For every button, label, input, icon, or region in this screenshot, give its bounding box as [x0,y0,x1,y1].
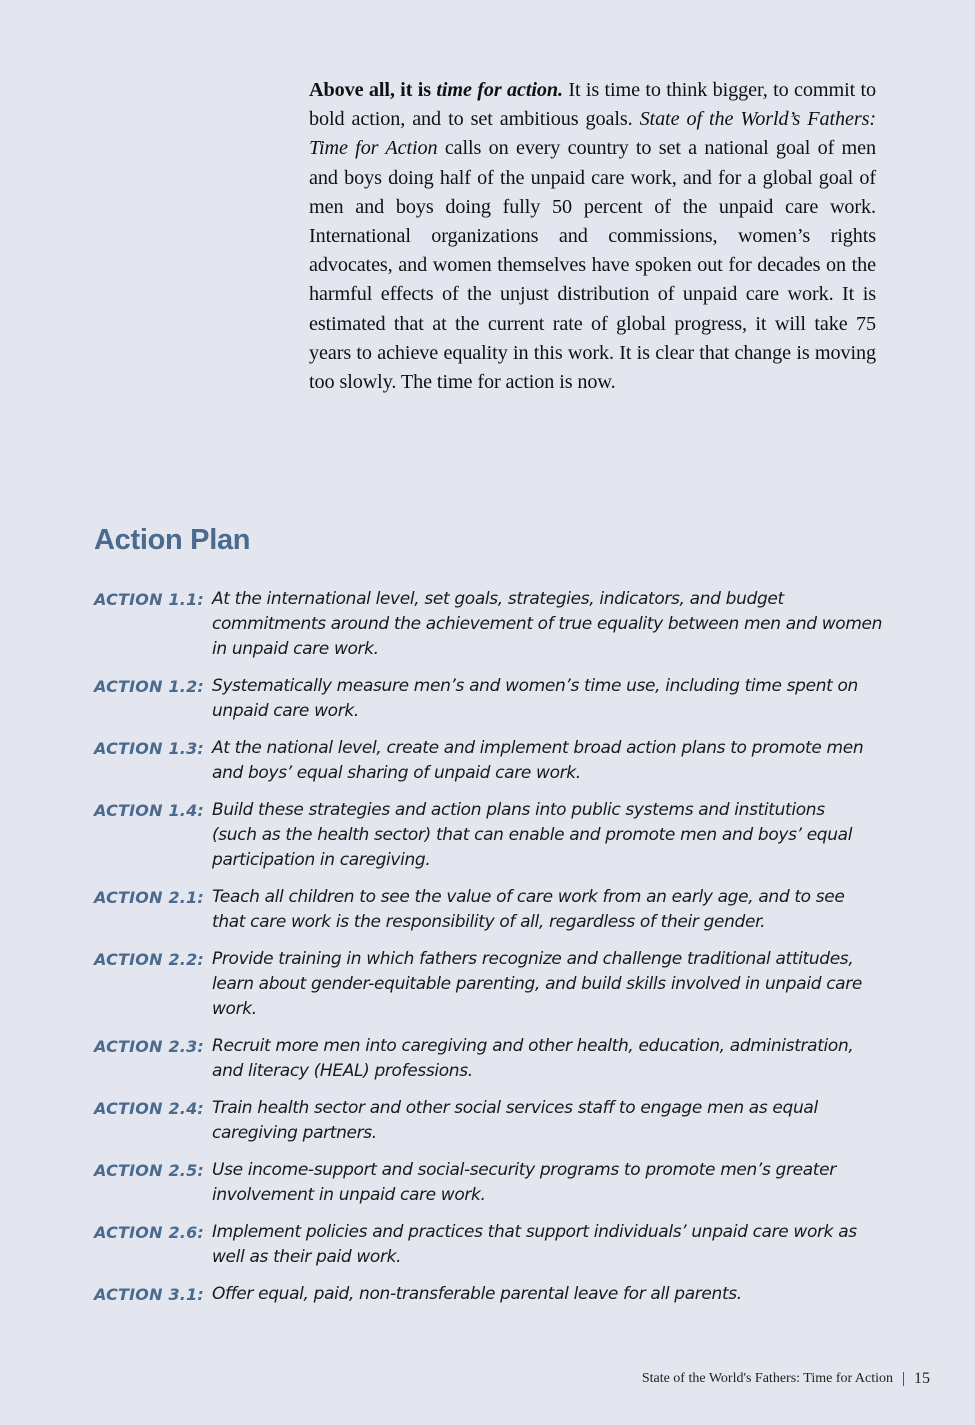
action-text-line: Build these strategies and action plans into public systems and institutions [212,800,825,820]
action-text-line: learn about gender-equitable parenting, and build skills involved in unpaid care [212,974,863,994]
footer-title: State of the World's Fathers: Time for Action [641,1371,893,1386]
section-title: Action Plan [94,524,251,556]
action-text-line: Use income-support and social-security programs to promote men’s greater [212,1160,836,1180]
action-text [212,947,884,1022]
action-text [212,587,884,662]
action-item [94,587,884,662]
action-text-line: At the national level, create and implement broad action plans to promote men [212,738,864,758]
action-item [94,1096,884,1146]
action-text [212,1034,884,1084]
page-footer [642,1369,930,1389]
action-text [212,674,884,724]
intro-lead-bold: Above all, it is [309,79,437,101]
action-text-line: and literacy (HEAL) professions. [212,1061,473,1081]
action-text [212,1158,884,1208]
action-text-line: participation in caregiving. [212,850,431,870]
action-text-line: commitments around the achievement of true equality between men and women [212,614,883,634]
action-label: ACTION 1.4: [94,801,205,820]
action-text [212,798,884,873]
footer-divider [903,1372,904,1386]
action-text-line: well as their paid work. [212,1247,402,1267]
action-item [94,1282,884,1307]
intro-report-title: State of the World’s Fathers: Time for Action [309,108,876,160]
action-label: ACTION 2.1: [94,888,205,907]
action-text-line: that care work is the responsibility of all, regardless of their gender. [212,912,766,932]
action-label: ACTION 2.6: [94,1223,205,1242]
action-label: ACTION 2.3: [94,1037,205,1056]
intro-text-1: It is time to think bigger, to commit to bold action, and to set ambitious goals. [309,79,876,131]
action-label: ACTION 3.1: [94,1285,205,1304]
intro-paragraph [309,76,876,397]
action-label: ACTION 1.1: [94,590,205,609]
action-item [94,885,884,935]
action-text-line: unpaid care work. [212,701,359,721]
action-text [212,885,884,935]
action-item [94,674,884,724]
action-label: ACTION 2.4: [94,1099,205,1118]
action-text-line: involvement in unpaid care work. [212,1185,486,1205]
action-text [212,1220,884,1270]
action-text-line: Recruit more men into caregiving and other health, education, administration, [212,1036,854,1056]
action-label: ACTION 2.5: [94,1161,205,1180]
action-item [94,1034,884,1084]
action-text-line: Systematically measure men’s and women’s time use, including time spent on [212,676,858,696]
action-label: ACTION 2.2: [94,950,205,969]
action-text-line: Train health sector and other social services staff to engage men as equal [212,1098,818,1118]
action-item [94,798,884,873]
action-item [94,736,884,786]
action-text-line: At the international level, set goals, strategies, indicators, and budget [212,589,784,609]
action-text-line: Implement policies and practices that support individuals’ unpaid care work as [212,1222,857,1242]
action-label: ACTION 1.3: [94,739,205,758]
action-list [94,587,884,1319]
action-text [212,1282,884,1307]
action-text-line: caregiving partners. [212,1123,377,1143]
intro-text-2: calls on every country to set a national goal of men and boys doing half of the unpaid care work, and for a global goal of men and boys doing fully 50 percent of the unpaid care work. International organizations and commissions, women’s rights advocates, and women themselves have spoken out for decades on the harmful effects of the unjust distribution of unpaid care work. It is estimated that at the current rate of global progress, it will take 75 years to achieve equality in this work. It is clear that change is moving too slowly. The time for action is now. [309,137,876,394]
page-number: 15 [914,1370,930,1387]
action-text [212,1096,884,1146]
intro-lead-emphasis: time for action. [436,79,563,101]
action-item [94,1220,884,1270]
action-text-line: (such as the health sector) that can enable and promote men and boys’ equal [212,825,853,845]
action-label: ACTION 1.2: [94,677,205,696]
action-text-line: Teach all children to see the value of care work from an early age, and to see [212,887,845,907]
action-item [94,1158,884,1208]
action-text-line: in unpaid care work. [212,639,379,659]
action-text-line: and boys’ equal sharing of unpaid care work. [212,763,581,783]
action-text-line: Offer equal, paid, non-transferable parental leave for all parents. [212,1284,742,1304]
action-text-line: Provide training in which fathers recognize and challenge traditional attitudes, [212,949,854,969]
action-text-line: work. [212,999,257,1019]
action-item [94,947,884,1022]
action-text [212,736,884,786]
